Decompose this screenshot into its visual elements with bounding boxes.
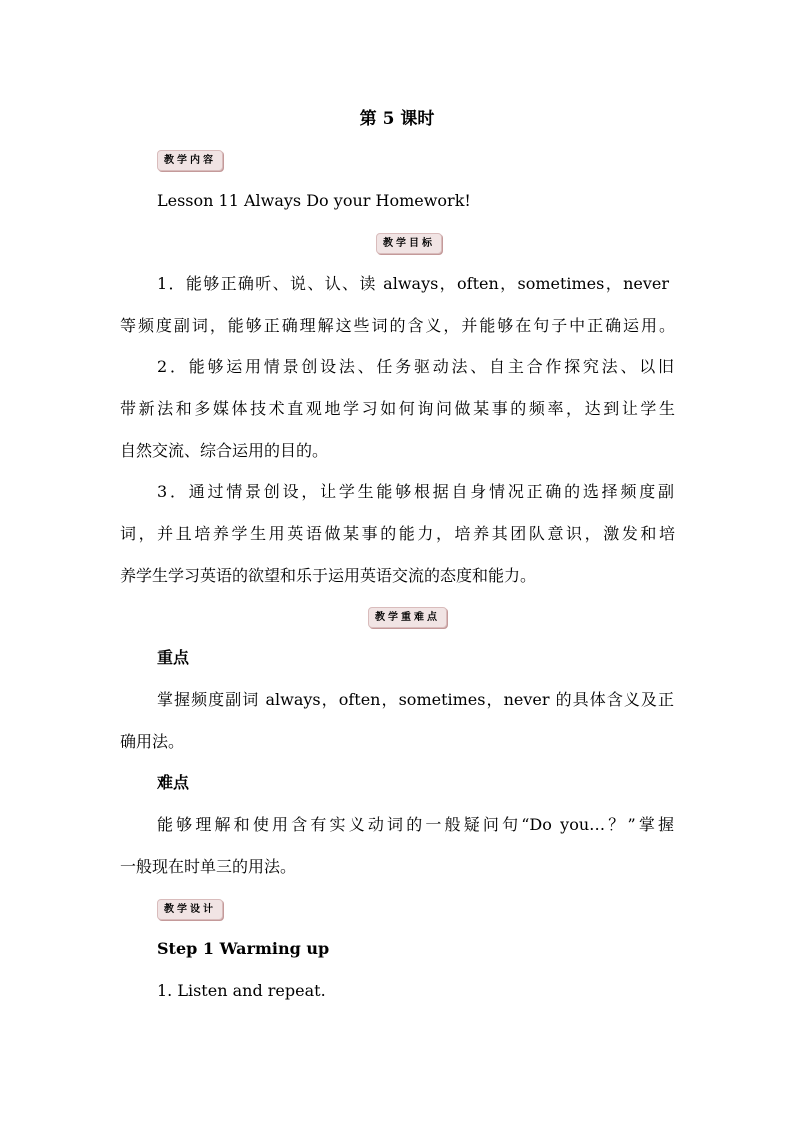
step-1-heading: Step 1 Warming up bbox=[157, 939, 330, 958]
key-point-heading: 重点 bbox=[157, 648, 190, 667]
objective-2-line-3: 自然交流、综合运用的目的。 bbox=[120, 441, 329, 460]
objective-2-line-2: 带新法和多媒体技术直观地学习如何询问做某事的频率，达到让学生 bbox=[120, 399, 675, 418]
step-1-item-1: 1. Listen and repeat. bbox=[157, 981, 326, 1000]
section-tag-design: 教学设计 bbox=[157, 899, 223, 920]
difficult-point-line-2: 一般现在时单三的用法。 bbox=[120, 857, 297, 876]
objective-3-line-1: 3．通过情景创设，让学生能够根据自身情况正确的选择频度副 bbox=[157, 482, 674, 501]
key-point-line-1: 掌握频度副词 always，often，sometimes，never 的具体含义及正 bbox=[157, 690, 674, 709]
page-title: 第 5 课时 bbox=[359, 109, 435, 129]
objective-3-line-3: 养学生学习英语的欲望和乐于运用英语交流的态度和能力。 bbox=[120, 566, 537, 585]
section-tag-key-points: 教学重难点 bbox=[368, 607, 447, 628]
difficult-point-heading: 难点 bbox=[157, 773, 190, 792]
objective-2-line-1: 2．能够运用情景创设法、任务驱动法、自主合作探究法、以旧 bbox=[157, 357, 674, 376]
lesson-title: Lesson 11 Always Do your Homework! bbox=[157, 191, 471, 210]
objective-3-line-2: 词，并且培养学生用英语做某事的能力，培养其团队意识，激发和培 bbox=[120, 524, 675, 543]
section-tag-content: 教学内容 bbox=[157, 150, 223, 171]
objective-1-line-2: 等频度副词，能够正确理解这些词的含义，并能够在句子中正确运用。 bbox=[120, 316, 675, 335]
section-tag-objectives: 教学目标 bbox=[376, 233, 442, 254]
key-point-line-2: 确用法。 bbox=[120, 732, 185, 751]
objective-1-line-1: 1．能够正确听、说、认、读 always，often，sometimes，never bbox=[157, 274, 669, 293]
difficult-point-line-1: 能够理解和使用含有实义动词的一般疑问句“Do you…？”掌握 bbox=[157, 815, 674, 834]
